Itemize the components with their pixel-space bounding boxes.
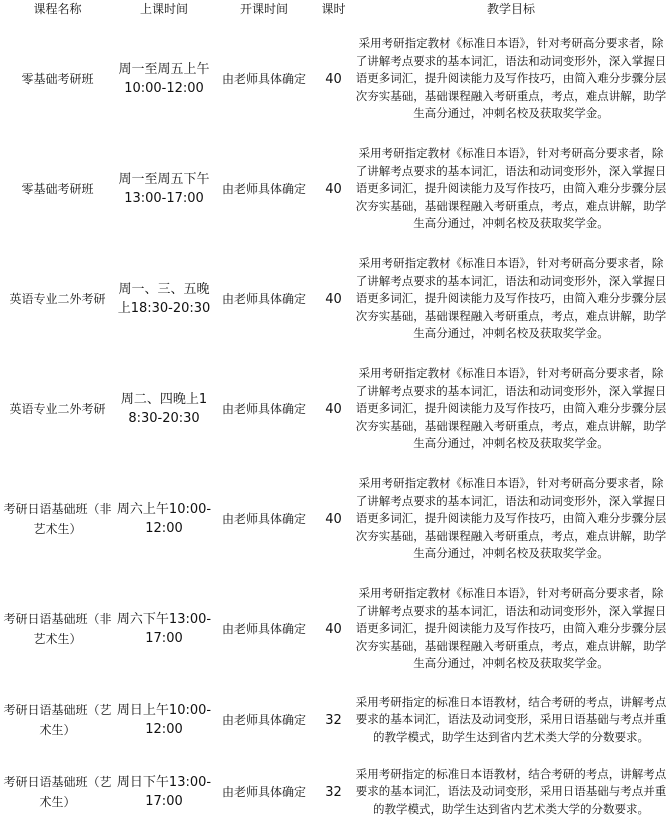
table-row [0,354,670,464]
table-row [0,244,670,354]
teaching-goal: 采用考研指定教材《标准日本语》，针对考研高分要求者，除了讲解考点要求的基本词汇，语法和动词变形外，深入掌握日语更多词汇，提升阅读能力及写作技巧，由简入难分步骤分层次夯实基础，基础课程融入考研重点，考点，难点讲解，助学生高分通过，冲刺名校及获取奖学金。 [355,366,667,451]
course-name: 考研日语基础班（非艺术生） [3,502,112,536]
teaching-goal: 采用考研指定教材《标准日本语》，针对考研高分要求者，除了讲解考点要求的基本词汇，语法和动词变形外，深入掌握日语更多词汇，提升阅读能力及写作技巧，由简入难分步骤分层次夯实基础，基础课程融入考研重点，考点，难点讲解，助学生高分通过，冲刺名校及获取奖学金。 [355,146,667,231]
course-hours: 40 [325,621,342,637]
start-time: 由老师具体确定 [221,292,306,306]
table-row [0,134,670,244]
course-name: 考研日语基础班（艺术生） [3,775,112,809]
course-name: 考研日语基础班（艺术生） [3,703,112,737]
teaching-goal: 采用考研指定教材《标准日本语》，针对考研高分要求者，除了讲解考点要求的基本词汇，语法和动词变形外，深入掌握日语更多词汇，提升阅读能力及写作技巧，由简入难分步骤分层次夯实基础，基础课程融入考研重点，考点，难点讲解，助学生高分通过，冲刺名校及获取奖学金。 [355,36,667,121]
course-hours: 40 [325,71,342,87]
table-header-row [0,0,670,24]
class-time: 周一、三、五晚上18:30-20:30 [117,282,211,316]
header-course-name: 课程名称 [33,2,82,16]
class-time: 周二、四晚上18:30-20:30 [120,392,208,426]
course-name: 零基础考研班 [21,182,94,196]
header-hours: 课时 [321,2,346,16]
course-hours: 32 [325,784,342,800]
header-class-time: 上课时间 [139,2,188,16]
teaching-goal: 采用考研指定教材《标准日本语》，针对考研高分要求者，除了讲解考点要求的基本词汇，语法和动词变形外，深入掌握日语更多词汇，提升阅读能力及写作技巧，由简入难分步骤分层次夯实基础，基础课程融入考研重点，考点，难点讲解，助学生高分通过，冲刺名校及获取奖学金。 [355,256,667,341]
start-time: 由老师具体确定 [221,512,306,526]
course-name: 零基础考研班 [21,72,94,86]
teaching-goal: 采用考研指定教材《标准日本语》，针对考研高分要求者，除了讲解考点要求的基本词汇，语法和动词变形外，深入掌握日语更多词汇，提升阅读能力及写作技巧，由简入难分步骤分层次夯实基础，基础课程融入考研重点，考点，难点讲解，助学生高分通过，冲刺名校及获取奖学金。 [355,476,667,561]
class-time: 周日上午10:00-12:00 [116,703,212,737]
class-time: 周一至周五上午10:00-12:00 [118,62,210,96]
header-start-time: 开课时间 [239,2,288,16]
class-time: 周六下午13:00-17:00 [116,612,212,646]
course-hours: 40 [325,291,342,307]
start-time: 由老师具体确定 [221,72,306,86]
table-row [0,574,670,684]
table-row [0,464,670,574]
start-time: 由老师具体确定 [221,785,306,799]
start-time: 由老师具体确定 [221,182,306,196]
course-name: 考研日语基础班（非艺术生） [3,612,112,646]
header-teaching-goal: 教学目标 [486,2,535,16]
course-hours: 40 [325,181,342,197]
start-time: 由老师具体确定 [221,713,306,727]
course-hours: 40 [325,511,342,527]
start-time: 由老师具体确定 [221,622,306,636]
course-name: 英语专业二外考研 [9,292,106,306]
table-row [0,756,670,828]
class-time: 周六上午10:00-12:00 [116,502,212,536]
teaching-goal: 采用考研指定的标准日本语教材，结合考研的考点，讲解考点要求的基本词汇，语法及动词变形，采用日语基础与考点并重的教学模式，助学生达到省内艺术类大学的分数要求。 [355,766,667,816]
class-time: 周一至周五下午13:00-17:00 [118,172,210,206]
class-time: 周日下午13:00-17:00 [116,775,212,809]
teaching-goal: 采用考研指定的标准日本语教材，结合考研的考点，讲解考点要求的基本词汇，语法及动词变形，采用日语基础与考点并重的教学模式，助学生达到省内艺术类大学的分数要求。 [355,694,667,744]
course-hours: 32 [325,712,342,728]
course-name: 英语专业二外考研 [9,402,106,416]
teaching-goal: 采用考研指定教材《标准日本语》，针对考研高分要求者，除了讲解考点要求的基本词汇，语法和动词变形外，深入掌握日语更多词汇，提升阅读能力及写作技巧，由简入难分步骤分层次夯实基础，基础课程融入考研重点，考点，难点讲解，助学生高分通过，冲刺名校及获取奖学金。 [355,586,667,671]
table-row [0,24,670,134]
course-hours: 40 [325,401,342,417]
table-row [0,684,670,756]
start-time: 由老师具体确定 [221,402,306,416]
